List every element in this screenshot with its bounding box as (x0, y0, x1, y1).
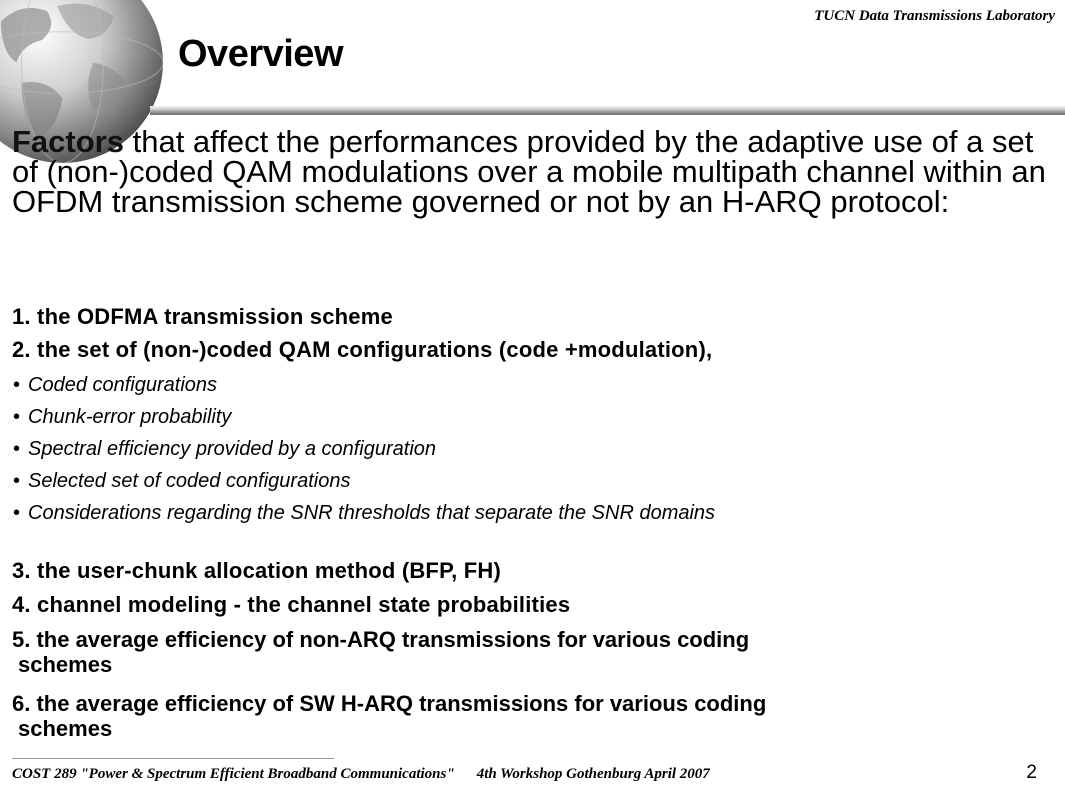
bullet-dot: • (13, 438, 21, 460)
bullet-item (13, 374, 217, 397)
list-item-6 (12, 691, 1052, 741)
page-number: 2 (1026, 762, 1037, 783)
bullet-text: Chunk-error probability (28, 406, 232, 428)
bullet-dot: • (13, 470, 21, 492)
bullet-dot: • (13, 406, 21, 428)
bullet-dot: • (13, 374, 21, 396)
list-item-6-line1: 6. the average efficiency of SW H-ARQ transmissions for various coding (12, 691, 767, 716)
list-item-5-line2: schemes (18, 652, 113, 677)
footer-divider (12, 758, 334, 759)
intro-lead: Factors (12, 124, 124, 159)
bullet-text: Coded configurations (28, 374, 218, 396)
intro-paragraph (12, 124, 1052, 219)
page-title: Overview (178, 33, 343, 75)
bullet-item (13, 470, 350, 493)
list-item-6-line2: schemes (18, 716, 113, 741)
list-item-1: 1. the ODFMA transmission scheme (12, 304, 393, 329)
list-item-2: 2. the set of (non-)coded QAM configurations (code +modulation), (12, 337, 713, 362)
intro-text: that affect the performances provided by the adaptive use of a set of (non-)coded QAM modulations over a mobile multipath channel within an OFDM transmission scheme governed or not by an H-ARQ protocol: (12, 124, 1046, 219)
list-item-5 (12, 627, 1052, 677)
footer-workshop: 4th Workshop Gothenburg April 2007 (476, 766, 710, 782)
footer (12, 766, 710, 783)
bullet-dot: • (13, 502, 21, 524)
title-divider (150, 106, 1065, 115)
list-item-5-line1: 5. the average efficiency of non-ARQ transmissions for various coding (12, 627, 750, 652)
bullet-item (13, 406, 231, 429)
bullet-text: Selected set of coded configurations (28, 470, 351, 492)
list-item-3: 3. the user-chunk allocation method (BFP, FH) (12, 558, 501, 583)
lab-header: TUCN Data Transmissions Laboratory (814, 8, 1055, 24)
bullet-item (13, 438, 436, 461)
bullet-text: Considerations regarding the SNR thresholds that separate the SNR domains (28, 502, 716, 524)
bullet-item (13, 502, 715, 525)
list-item-4: 4. channel modeling - the channel state probabilities (12, 592, 571, 617)
footer-cost: COST 289 "Power & Spectrum Efficient Broadband Communications" (12, 766, 455, 782)
bullet-text: Spectral efficiency provided by a configuration (28, 438, 437, 460)
